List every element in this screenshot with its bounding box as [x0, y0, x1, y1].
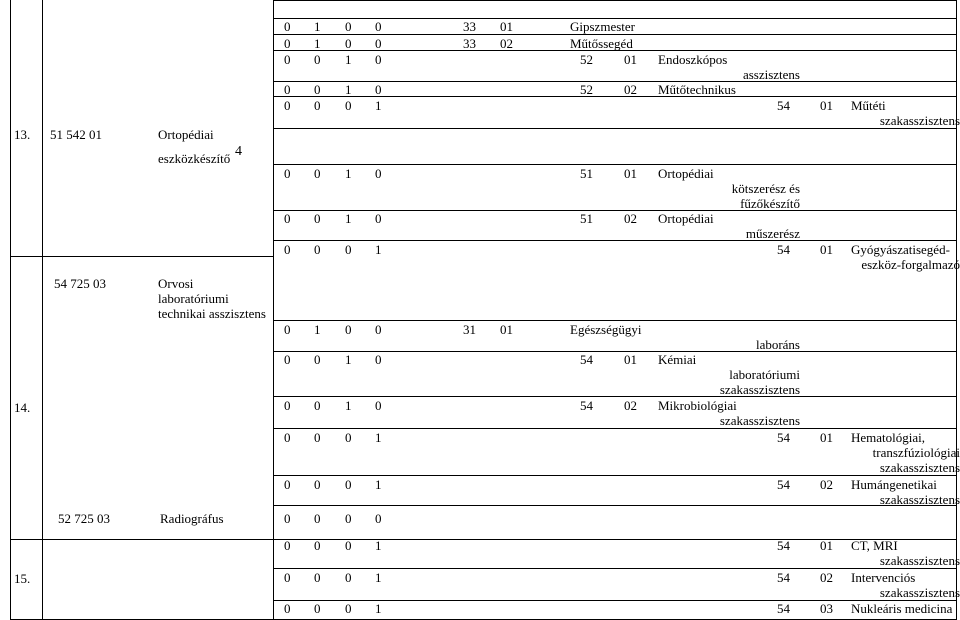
flag-value: 0: [314, 477, 321, 492]
qualification-name: transzfúziológiai: [872, 445, 960, 460]
flag-value: 0: [345, 242, 352, 257]
flag-value: 1: [345, 82, 352, 97]
flag-value: 0: [314, 511, 321, 526]
qualification-name: szakasszisztens: [879, 553, 960, 568]
code-part: 54: [777, 430, 790, 445]
code-part: 02: [624, 82, 637, 97]
flag-value: 1: [345, 352, 352, 367]
flag-value: 0: [284, 601, 291, 616]
qualification-name: Radiográfus: [160, 511, 224, 526]
flag-value: 0: [284, 36, 291, 51]
grid-line: [10, 539, 957, 540]
grid-line: [273, 164, 957, 165]
qualification-name: Endoszkópos: [658, 52, 728, 67]
footnote-marker: 4: [235, 144, 242, 159]
flag-value: 0: [314, 601, 321, 616]
qualification-name: laboráns: [755, 337, 800, 352]
flag-value: 1: [314, 36, 321, 51]
grid-line: [273, 320, 957, 321]
code-part: 01: [500, 19, 513, 34]
code-part: 51: [580, 211, 593, 226]
code-part: 54: [777, 538, 790, 553]
code-part: 01: [820, 242, 833, 257]
flag-value: 0: [284, 570, 291, 585]
flag-value: 0: [345, 538, 352, 553]
code-part: 01: [820, 98, 833, 113]
code-part: 02: [820, 477, 833, 492]
grid-line: [10, 0, 11, 620]
flag-value: 0: [284, 98, 291, 113]
grid-line: [273, 34, 957, 35]
qualification-name: szakasszisztens: [879, 460, 960, 475]
qualification-name: szakasszisztens: [879, 113, 960, 128]
flag-value: 0: [314, 398, 321, 413]
grid-line: [956, 0, 957, 620]
qualification-name: szakasszisztens: [719, 382, 800, 397]
qualification-name: szakasszisztens: [879, 585, 960, 600]
row-number: 15.: [14, 571, 31, 586]
flag-value: 1: [375, 570, 382, 585]
code-part: 54: [777, 601, 790, 616]
code-part: 01: [624, 52, 637, 67]
flag-value: 0: [314, 430, 321, 445]
qualification-name: eszköz-forgalmazó: [861, 257, 960, 272]
flag-value: 0: [314, 538, 321, 553]
grid-line: [273, 475, 957, 476]
qualification-name: fűzőkészítő: [740, 196, 800, 211]
flag-value: 0: [375, 322, 382, 337]
flag-value: 0: [284, 19, 291, 34]
flag-value: 0: [345, 322, 352, 337]
qualification-name: Műtőtechnikus: [658, 82, 736, 97]
code-part: 52: [580, 82, 593, 97]
code-part: 54: [580, 398, 593, 413]
code-part: 54: [777, 477, 790, 492]
grid-line: [273, 396, 957, 397]
qualification-name: Gipszmester: [570, 19, 635, 34]
row-number: 14.: [14, 400, 31, 415]
qualification-name: laboratóriumi: [158, 291, 229, 306]
flag-value: 0: [284, 430, 291, 445]
flag-value: 1: [375, 538, 382, 553]
qualification-name: Műtőssegéd: [570, 36, 633, 51]
flag-value: 0: [345, 570, 352, 585]
code-part: 51: [580, 166, 593, 181]
flag-value: 0: [314, 98, 321, 113]
flag-value: 0: [375, 511, 382, 526]
flag-value: 1: [345, 166, 352, 181]
flag-value: 1: [345, 398, 352, 413]
qualification-name: laboratóriumi: [729, 367, 800, 382]
flag-value: 0: [375, 82, 382, 97]
flag-value: 0: [345, 430, 352, 445]
flag-value: 0: [375, 36, 382, 51]
flag-value: 1: [375, 242, 382, 257]
flag-value: 0: [314, 242, 321, 257]
flag-value: 1: [375, 98, 382, 113]
code-part: 01: [624, 352, 637, 367]
flag-value: 0: [284, 477, 291, 492]
flag-value: 0: [345, 477, 352, 492]
flag-value: 1: [375, 601, 382, 616]
qualification-name: asszisztens: [742, 67, 800, 82]
grid-line: [273, 0, 274, 620]
qualification-name: szakasszisztens: [879, 492, 960, 507]
flag-value: 0: [375, 19, 382, 34]
flag-value: 0: [284, 322, 291, 337]
flag-value: 0: [375, 398, 382, 413]
code-part: 01: [820, 430, 833, 445]
flag-value: 1: [345, 52, 352, 67]
code-part: 01: [500, 322, 513, 337]
flag-value: 0: [345, 601, 352, 616]
qualification-name: eszközkészítő: [158, 151, 231, 166]
code-part: 54: [580, 352, 593, 367]
qualification-name: kötszerész és: [731, 181, 800, 196]
grid-line: [10, 256, 273, 257]
code-part: 54: [777, 98, 790, 113]
qualification-name: Orvosi: [158, 276, 194, 291]
code-part: 02: [624, 211, 637, 226]
flag-value: 0: [314, 82, 321, 97]
grid-line: [273, 240, 957, 241]
flag-value: 0: [284, 352, 291, 367]
qualification-name: Gyógyászatisegéd-: [851, 242, 950, 257]
flag-value: 0: [284, 82, 291, 97]
flag-value: 1: [375, 430, 382, 445]
qualification-code: 52 725 03: [58, 511, 110, 526]
flag-value: 0: [284, 511, 291, 526]
flag-value: 1: [375, 477, 382, 492]
flag-value: 0: [345, 98, 352, 113]
qualification-name: Intervenciós: [851, 570, 916, 585]
grid-line: [273, 128, 957, 129]
flag-value: 0: [345, 19, 352, 34]
qualification-name: Ortopédiai: [158, 127, 214, 142]
grid-line: [42, 0, 43, 620]
flag-value: 0: [314, 52, 321, 67]
flag-value: 0: [284, 538, 291, 553]
qualification-name: Nukleáris medicina: [851, 601, 953, 616]
code-part: 01: [624, 166, 637, 181]
flag-value: 0: [314, 352, 321, 367]
flag-value: 0: [284, 242, 291, 257]
qualification-name: Hematológiai,: [851, 430, 926, 445]
qualification-name: Ortopédiai: [658, 211, 714, 226]
flag-value: 0: [314, 570, 321, 585]
grid-line: [273, 505, 957, 506]
flag-value: 0: [314, 166, 321, 181]
grid-line: [273, 0, 957, 1]
qualification-name: szakasszisztens: [719, 413, 800, 428]
flag-value: 0: [314, 211, 321, 226]
qualification-name: Ortopédiai: [658, 166, 714, 181]
flag-value: 1: [314, 19, 321, 34]
code-part: 02: [624, 398, 637, 413]
code-part: 03: [820, 601, 833, 616]
flag-value: 0: [345, 511, 352, 526]
code-part: 33: [463, 36, 476, 51]
code-part: 02: [500, 36, 513, 51]
flag-value: 0: [284, 166, 291, 181]
qualification-name: műszerész: [745, 226, 800, 241]
flag-value: 0: [345, 36, 352, 51]
flag-value: 0: [284, 211, 291, 226]
flag-value: 0: [375, 52, 382, 67]
code-part: 02: [820, 570, 833, 585]
qualification-name: Mikrobiológiai: [658, 398, 737, 413]
qualification-name: Műtéti: [851, 98, 886, 113]
qualification-name: technikai asszisztens: [158, 306, 266, 321]
flag-value: 1: [345, 211, 352, 226]
flag-value: 0: [284, 398, 291, 413]
qualification-name: Kémiai: [658, 352, 697, 367]
code-part: 31: [463, 322, 476, 337]
flag-value: 0: [375, 166, 382, 181]
qualification-name: Egészségügyi: [570, 322, 642, 337]
grid-line: [273, 428, 957, 429]
code-part: 01: [820, 538, 833, 553]
code-part: 52: [580, 52, 593, 67]
qualification-name: CT, MRI: [851, 538, 898, 553]
flag-value: 0: [375, 211, 382, 226]
code-part: 54: [777, 242, 790, 257]
flag-value: 1: [314, 322, 321, 337]
qualification-name: Humángenetikai: [851, 477, 937, 492]
code-part: 54: [777, 570, 790, 585]
grid-line: [273, 568, 957, 569]
flag-value: 0: [375, 352, 382, 367]
qualification-code: 51 542 01: [50, 127, 102, 142]
code-part: 33: [463, 19, 476, 34]
flag-value: 0: [284, 52, 291, 67]
qualification-code: 54 725 03: [54, 276, 106, 291]
row-number: 13.: [14, 127, 31, 142]
